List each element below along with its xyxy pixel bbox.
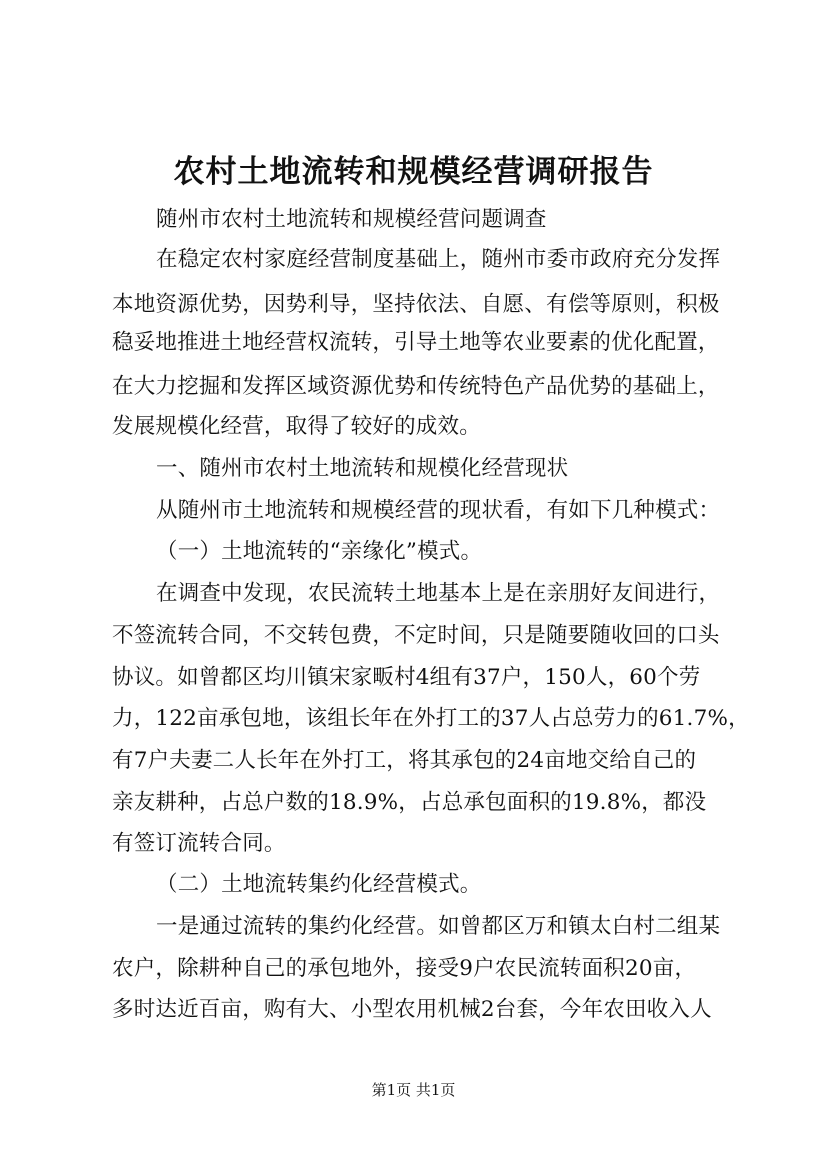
paragraph-line: 力，122亩承包地，该组长年在外打工的37人占总劳力的61.7%， [112,706,750,731]
paragraph-line: 多时达近百亩，购有大、小型农用机械2台套，今年农田收入人 [112,997,712,1022]
paragraph-line: 一是通过流转的集约化经营。如曾都区万和镇太白村二组某 [156,914,721,939]
paragraph-line: 有签订流转合同。 [112,831,286,856]
subsection-heading: （一）土地流转的“亲缘化”模式。 [156,539,483,564]
page-footer: 第1页 共1页 [371,1081,456,1099]
paragraph-line: 在大力挖掘和发挥区域资源优势和传统特色产品优势的基础上， [112,374,720,399]
paragraph-line: 农户，除耕种自己的承包地外，接受9户农民流转面积20亩， [112,956,697,981]
document-title: 农村土地流转和规模经营调研报告 [173,154,654,190]
section-heading: 一、随州市农村土地流转和规模化经营现状 [156,456,569,481]
paragraph-line: 发展规模化经营，取得了较好的成效。 [112,414,481,439]
paragraph-line: 亲友耕种，占总户数的18.9%，占总承包面积的19.8%，都没 [112,790,707,815]
paragraph-line: 协议。如曾都区均川镇宋家畈村4组有37户，150人，60个劳 [112,665,701,690]
paragraph-line: 在稳定农村家庭经营制度基础上，随州市委市政府充分发挥 [156,247,721,272]
paragraph-line: 稳妥地推进土地经营权流转，引导土地等农业要素的优化配置， [112,330,720,355]
paragraph-line: 不签流转合同，不交转包费，不定时间，只是随要随收回的口头 [112,623,720,648]
paragraph-line: 本地资源优势，因势利导，坚持依法、自愿、有偿等原则，积极 [112,292,720,317]
subtitle-line: 随州市农村土地流转和规模经营问题调查 [156,207,547,232]
paragraph-line: 有7户夫妻二人长年在外打工，将其承包的24亩地交给自己的 [112,748,697,773]
paragraph-line: 在调查中发现，农民流转土地基本上是在亲朋好友间进行， [156,581,721,606]
subsection-heading: （二）土地流转集约化经营模式。 [156,872,482,897]
paragraph-line: 从随州市土地流转和规模经营的现状看，有如下几种模式： [156,498,721,523]
